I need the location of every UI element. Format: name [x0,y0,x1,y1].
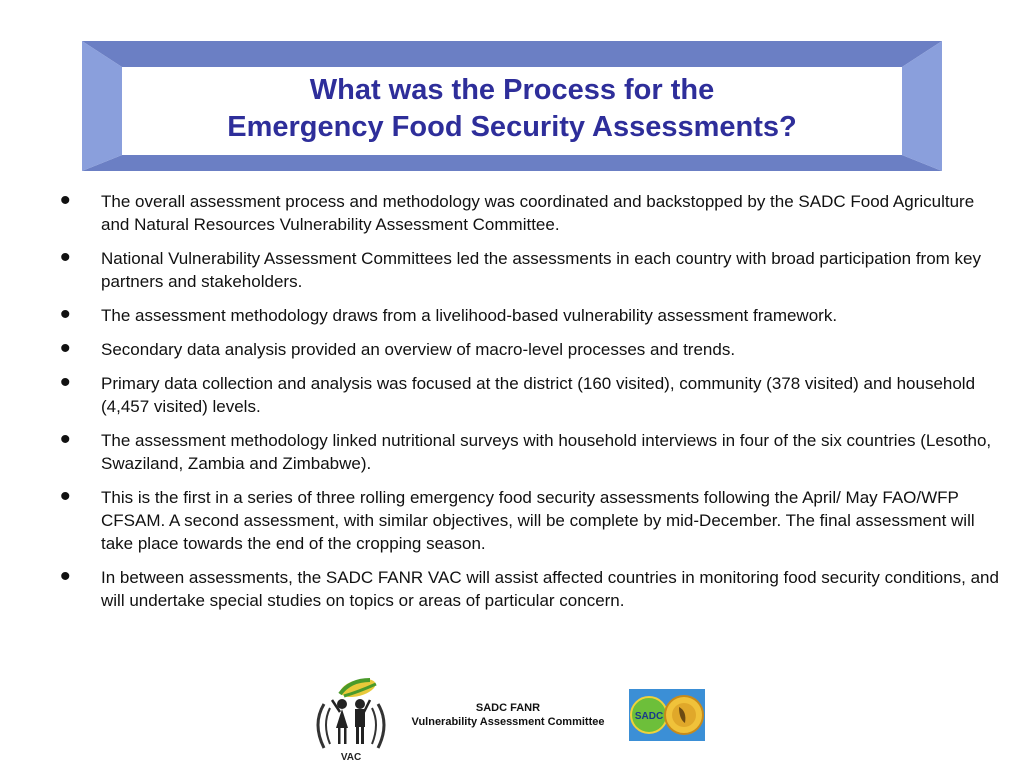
bullet-item [60,184,1000,236]
bullet-text: In between assessments, the SADC FANR VAC will assist affected countries in monitoring food security conditions, and will undertake special studies on topics or areas of particular concern. [101,568,999,610]
sadc-fanr-logos [629,689,705,741]
sadc-logo-graphic [629,689,705,741]
bullet-dot-icon: • [60,480,71,513]
footer-org-line-1: SADC FANR [475,702,541,714]
bullet-item [60,480,1000,555]
bullet-text: This is the first in a series of three rolling emergency food security assessments following the April/ May FAO/WFP CFSAM. A second assessment, with similar objectives, will be complete by mid-December. The final assessment will take place towards the end of the cropping season. [101,488,975,553]
slide-title-line-1: What was the Process for the [309,74,715,106]
bullet-text: Secondary data analysis provided an overview of macro-level processes and trends. [101,340,736,359]
bullet-text: National Vulnerability Assessment Committees led the assessments in each country with broad participation from key partners and stakeholders. [101,249,981,291]
vac-logo-label: VAC [340,752,362,763]
bullet-item [60,298,1000,331]
bullet-dot-icon: • [60,366,71,399]
bullet-dot-icon: • [60,423,71,456]
bullet-dot-icon: • [60,560,71,593]
bullet-dot-icon: • [60,332,71,365]
bullet-dot-icon: • [60,184,71,217]
footer-org-name [388,701,628,729]
bullet-item [60,560,1000,612]
bullet-item [60,332,1000,365]
bullet-item [60,423,1000,475]
bullet-text: The assessment methodology linked nutritional surveys with household interviews in four of the six countries (Lesotho, Swaziland, Zambia and Zimbabwe). [101,431,992,473]
bullet-item [60,241,1000,293]
slide-title [120,72,904,146]
footer-org-line-2: Vulnerability Assessment Committee [411,716,605,728]
bullet-list [60,184,1000,623]
sadc-logo-label: SADC [634,711,664,722]
bullet-text: The overall assessment process and methodology was coordinated and backstopped by the SADC Food Agriculture and Natural Resources Vulnerability Assessment Committee. [101,192,975,234]
bullet-dot-icon: • [60,298,71,331]
vac-logo [310,674,392,764]
bullet-text: The assessment methodology draws from a livelihood-based vulnerability assessment framework. [101,306,838,325]
slide-title-line-2: Emergency Food Security Assessments? [227,111,797,143]
bullet-dot-icon: • [60,241,71,274]
bullet-item [60,366,1000,418]
bullet-text: Primary data collection and analysis was focused at the district (160 visited), community (378 visited) and household (4,457 visited) levels. [101,374,976,416]
vac-logo-graphic [310,674,392,764]
